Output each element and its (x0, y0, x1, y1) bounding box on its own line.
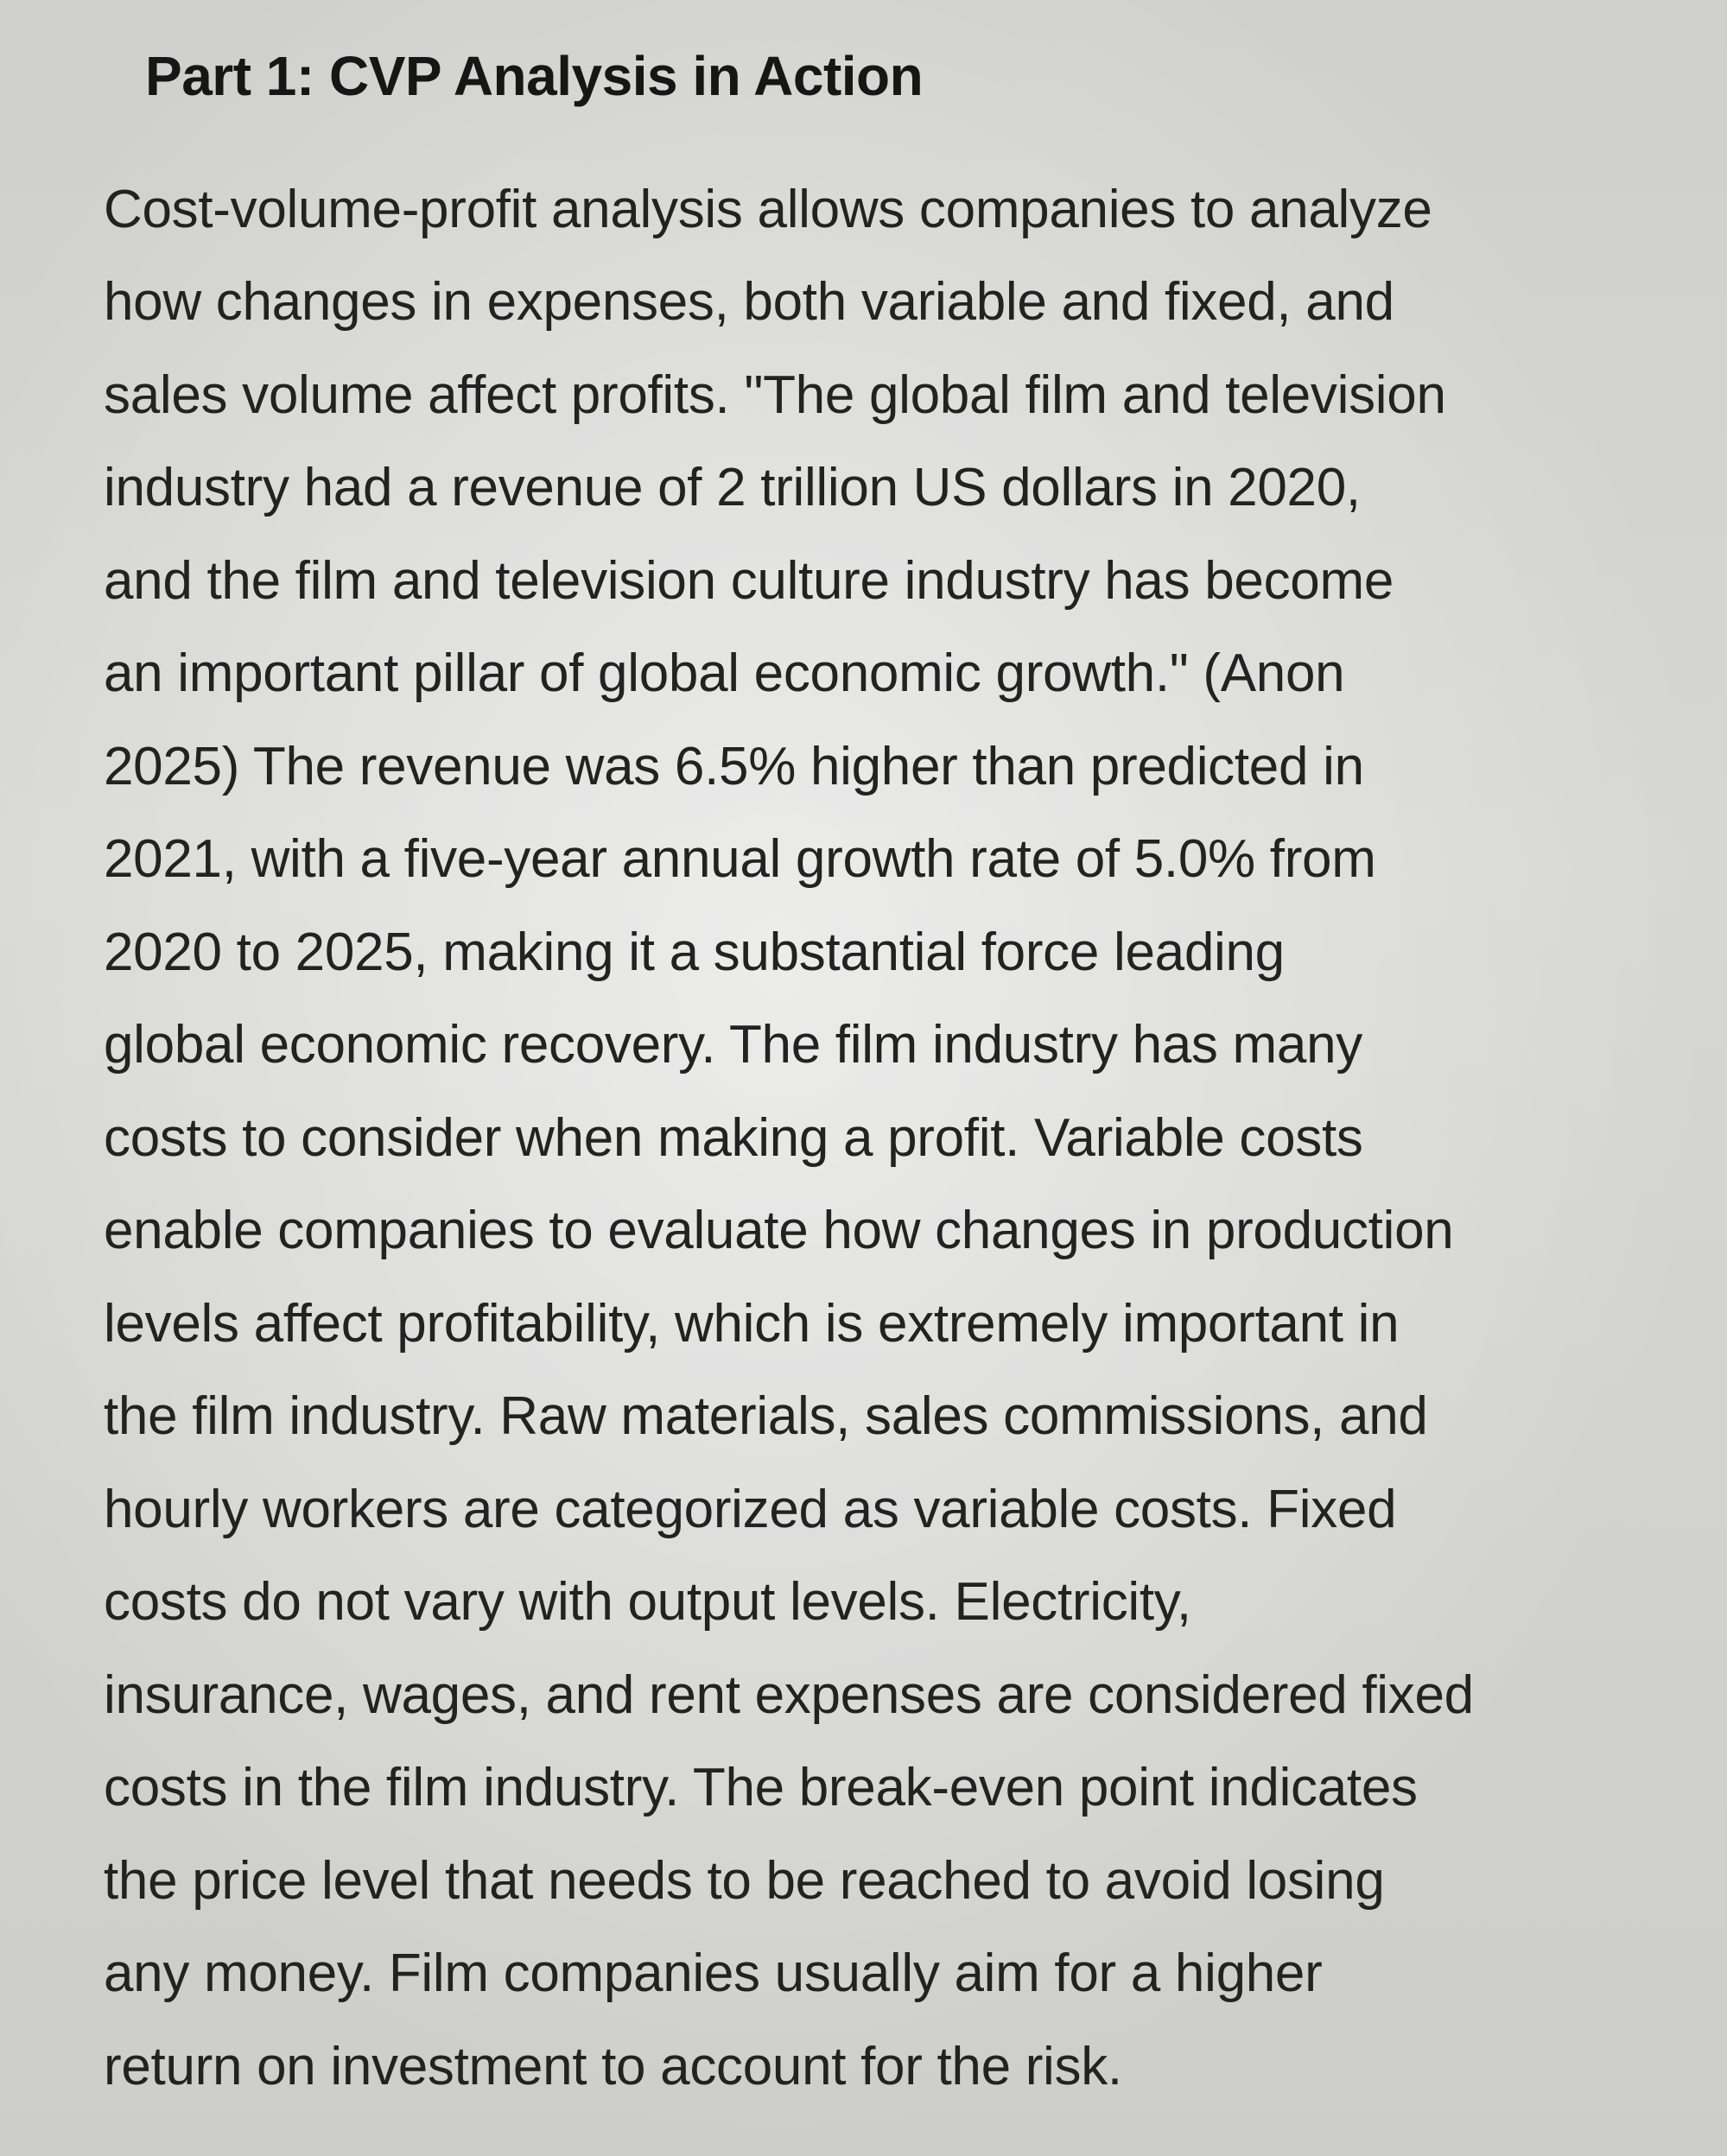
paragraph-line: an important pillar of global economic growth." (Anon (104, 644, 1345, 704)
paragraph-line: insurance, wages, and rent expenses are considered fixed (104, 1665, 1474, 1725)
paragraph-line: costs in the film industry. The break-even point indicates (104, 1758, 1418, 1818)
paragraph-line: global economic recovery. The film industry has many (104, 1015, 1362, 1075)
paragraph-line: costs to consider when making a profit. Variable costs (104, 1107, 1363, 1168)
paragraph-line: costs do not vary with output levels. Electricity, (104, 1572, 1191, 1633)
paragraph-line: industry had a revenue of 2 trillion US dollars in 2020, (104, 458, 1361, 518)
paragraph-line: enable companies to evaluate how changes in production (104, 1201, 1454, 1261)
paragraph-line: sales volume affect profits. "The global film and television (104, 365, 1446, 425)
paragraph-line: any money. Film companies usually aim for a higher (104, 1944, 1323, 2004)
page-title: Part 1: CVP Analysis in Action (145, 45, 924, 107)
paragraph-line: the film industry. Raw materials, sales commissions, and (104, 1386, 1428, 1447)
paragraph-line: 2025) The revenue was 6.5% higher than predicted in (104, 736, 1364, 796)
paragraph-line: the price level that needs to be reached to avoid losing (104, 1850, 1385, 1911)
paragraph-line: how changes in expenses, both variable and fixed, and (104, 272, 1394, 333)
paragraph-line: levels affect profitability, which is extremely important in (104, 1293, 1400, 1354)
paragraph-line: and the film and television culture industry has become (104, 550, 1394, 611)
paragraph-line: Cost-volume-profit analysis allows companies to analyze (104, 179, 1432, 239)
paragraph-line: 2020 to 2025, making it a substantial force leading (104, 922, 1285, 982)
body-paragraph (104, 163, 1685, 2114)
paragraph-line: return on investment to account for the risk. (104, 2036, 1122, 2096)
document (104, 43, 1685, 2113)
paragraph-line: hourly workers are categorized as variable costs. Fixed (104, 1479, 1397, 1539)
paragraph-line: 2021, with a five-year annual growth rate of 5.0% from (104, 829, 1376, 890)
